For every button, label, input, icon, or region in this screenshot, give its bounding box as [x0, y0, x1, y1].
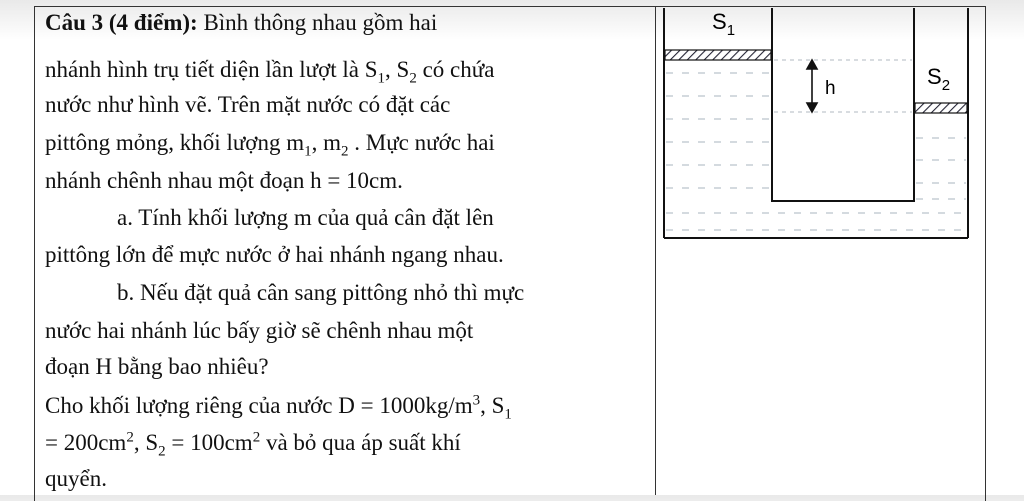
piston-s2: [915, 103, 967, 113]
problem-sub: 1: [304, 143, 312, 160]
problem-line-12b: , S: [133, 430, 159, 455]
problem-line-12a: = 200cm: [45, 430, 127, 455]
problem-line-2: [45, 55, 494, 85]
problem-sub: 1: [377, 70, 386, 87]
problem-sup: 3: [472, 392, 481, 409]
problem-line-7: pittông lớn để mực nước ở hai nhánh ngang nhau.: [45, 242, 504, 267]
problem-line-4b: , m: [311, 130, 341, 155]
problem-line-3: nước như hình vẽ. Trên mặt nước có đặt các: [45, 92, 451, 117]
level-guides: [774, 60, 912, 112]
label-s2: $S_2$: [927, 64, 951, 94]
vessel-walls: [664, 8, 968, 238]
problem-sub: 2: [409, 70, 417, 87]
height-arrow: [807, 60, 817, 112]
piston-s1: [665, 50, 771, 60]
label-s1: $S_1$: [712, 9, 736, 39]
communicating-vessels-diagram: [662, 8, 974, 243]
problem-part-a: a. Tính khối lượng m của quả cân đặt lên: [117, 205, 494, 230]
problem-line-1: [45, 8, 437, 38]
problem-line-5: nhánh chênh nhau một đoạn h = 10cm.: [45, 168, 403, 193]
problem-line-11: [45, 391, 512, 421]
problem-line-13: quyển.: [45, 466, 107, 491]
problem-sub: 1: [504, 406, 512, 423]
problem-line-2a: nhánh hình trụ tiết diện lần lượt là S: [45, 57, 378, 82]
label-h: h: [825, 78, 836, 99]
problem-sup: 2: [126, 429, 134, 446]
problem-heading: Câu 3 (4 điểm):: [45, 10, 198, 35]
problem-sup: 2: [252, 429, 261, 446]
problem-sub: 2: [341, 143, 349, 160]
problem-line-12: [45, 428, 461, 458]
problem-line-11a: Cho khối lượng riêng của nước D = 1000kg/m: [45, 393, 473, 418]
problem-part-b: b. Nếu đặt quả cân sang pittông nhỏ thì mực: [117, 280, 525, 305]
problem-line-12c: = 100cm: [165, 430, 253, 455]
column-divider: [655, 6, 656, 495]
water: [666, 73, 966, 230]
problem-line-11b: , S: [480, 393, 505, 418]
problem-sub: 2: [158, 443, 166, 460]
problem-line-4a: pittông mỏng, khối lượng m: [45, 130, 305, 155]
problem-line-10: đoạn H bằng bao nhiêu?: [45, 354, 269, 379]
problem-line-2b: , S: [385, 57, 410, 82]
problem-line-4c: . Mực nước hai: [348, 130, 495, 155]
problem-line-1-text: Bình thông nhau gồm hai: [197, 10, 438, 35]
problem-line-9: nước hai nhánh lúc bấy giờ sẽ chênh nhau một: [45, 318, 474, 343]
problem-line-2c: có chứa: [416, 57, 495, 82]
problem-line-12d: và bỏ qua áp suất khí: [260, 430, 461, 455]
problem-line-4: [45, 128, 495, 158]
